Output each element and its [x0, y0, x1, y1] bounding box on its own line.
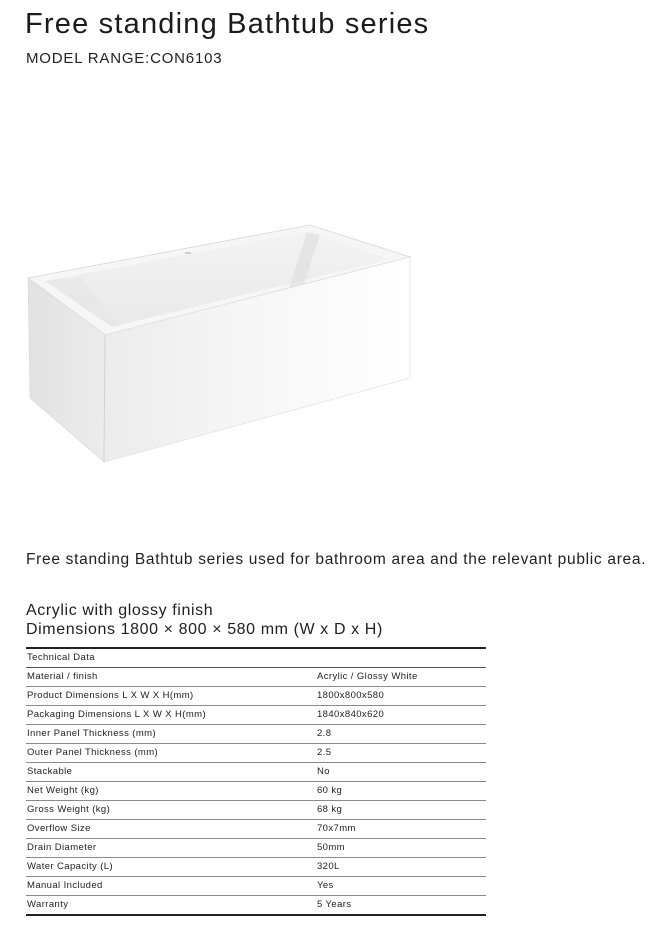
technical-data-table	[26, 647, 486, 916]
row-value: 70x7mm	[317, 823, 356, 834]
product-description: Free standing Bathtub series used for bathroom area and the relevant public area.	[26, 551, 647, 568]
row-label: Product Dimensions L X W X H(mm)	[27, 690, 194, 701]
dimensions-spec: Dimensions 1800 × 800 × 580 mm (W x D x H)	[26, 621, 383, 638]
row-label: Manual Included	[27, 880, 103, 891]
technical-data-header: Technical Data	[26, 649, 486, 668]
finish-spec: Acrylic with glossy finish	[26, 602, 214, 619]
table-row	[26, 706, 486, 725]
table-row	[26, 744, 486, 763]
table-row	[26, 820, 486, 839]
table-row	[26, 877, 486, 896]
row-value: 320L	[317, 861, 340, 872]
row-label: Net Weight (kg)	[27, 785, 99, 796]
table-row	[26, 687, 486, 706]
row-label: Outer Panel Thickness (mm)	[27, 747, 159, 758]
row-value: 2.8	[317, 728, 332, 739]
freestanding-bathtub-image	[20, 215, 420, 470]
page-title: Free standing Bathtub series	[25, 8, 430, 40]
table-row	[26, 668, 486, 687]
row-label: Gross Weight (kg)	[27, 804, 111, 815]
row-value: 2.5	[317, 747, 332, 758]
table-row	[26, 801, 486, 820]
table-row	[26, 858, 486, 877]
row-label: Inner Panel Thickness (mm)	[27, 728, 157, 739]
row-label: Material / finish	[27, 671, 98, 682]
row-label: Warranty	[27, 899, 69, 910]
table-row	[26, 725, 486, 744]
row-value: 1800x800x580	[317, 690, 385, 701]
model-range: MODEL RANGE:CON6103	[26, 50, 223, 67]
row-label: Packaging Dimensions L X W X H(mm)	[27, 709, 207, 720]
row-value: 68 kg	[317, 804, 343, 815]
row-label: Stackable	[27, 766, 73, 777]
row-value: No	[317, 766, 330, 777]
row-value: 5 Years	[317, 899, 352, 910]
row-value: 60 kg	[317, 785, 343, 796]
row-value: Acrylic / Glossy White	[317, 671, 418, 682]
table-row	[26, 763, 486, 782]
row-value: 50mm	[317, 842, 345, 853]
table-row	[26, 782, 486, 801]
row-value: Yes	[317, 880, 334, 891]
row-label: Water Capacity (L)	[27, 861, 114, 872]
table-row	[26, 839, 486, 858]
row-value: 1840x840x620	[317, 709, 385, 720]
table-row	[26, 896, 486, 914]
row-label: Overflow Size	[27, 823, 91, 834]
row-label: Drain Diameter	[27, 842, 97, 853]
